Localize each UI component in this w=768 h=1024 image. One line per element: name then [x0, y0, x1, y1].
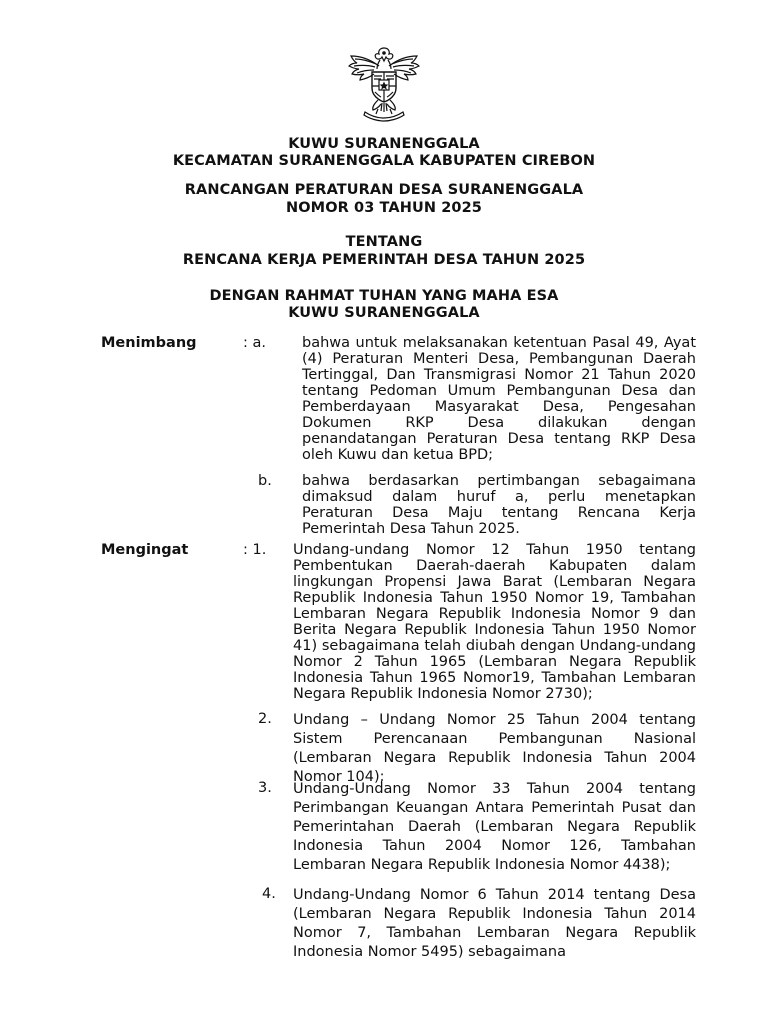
regulation-subject: RENCANA KERJA PEMERINTAH DESA TAHUN 2025: [182, 252, 586, 268]
mengingat-colon: : 1.: [243, 542, 267, 558]
mengingat-label: Mengingat: [101, 542, 189, 558]
mengingat-item-4: Undang-Undang Nomor 6 Tahun 2014 tentang Desa (Lembaran Negara Republik Indonesia Tahun 2014 Nomor 7, Tambahan Lembaran Negara Republik Indonesia Nomor 5495) sebagaimana: [293, 887, 696, 960]
about-heading: TENTANG: [345, 234, 423, 250]
mengingat-marker-3: 3.: [258, 780, 272, 796]
menimbang-item-a: bahwa untuk melaksanakan ketentuan Pasal 49, Ayat (4) Peraturan Menteri Desa, Pembangunan Daerah Tertinggal, Dan Transmigrasi Nomor 21 Tahun 2020 tentang Pedoman Umum Pembangunan Desa dan Pemberdayaan Masyarakat Desa, Pengesahan Dokumen RKP Desa dilakukan dengan penandatangan Peraturan Desa tentang RKP Desa oleh Kuwu dan ketua BPD;: [302, 335, 696, 463]
mengingat-item-3: Undang-Undang Nomor 33 Tahun 2004 tentang Perimbangan Keuangan Antara Pemerintah Pusat dan Pemerintahan Daerah (Lembaran Negara Republik Indonesia Tahun 2004 Nomor 126, Tambahan Lembaran Negara Republik Indonesia Nomor 4438);: [293, 781, 696, 873]
regulation-title: RANCANGAN PERATURAN DESA SURANENGGALA: [184, 182, 584, 198]
mengingat-item-2: Undang – Undang Nomor 25 Tahun 2004 tentang Sistem Perencanaan Pembangunan Nasional (Lembaran Negara Republik Indonesia Tahun 2004 Nomor 104);: [293, 712, 696, 785]
menimbang-colon: : a.: [243, 335, 266, 351]
invocation-heading: DENGAN RAHMAT TUHAN YANG MAHA ESA: [209, 288, 559, 304]
issuer-title: KUWU SURANENGGALA: [288, 136, 480, 152]
mengingat-marker-2: 2.: [258, 711, 272, 727]
menimbang-marker-b: b.: [258, 473, 272, 489]
mengingat-marker-4: 4.: [262, 886, 276, 902]
mengingat-item-1: Undang-undang Nomor 12 Tahun 1950 tentang Pembentukan Daerah-daerah Kabupaten dalam lingkungan Propensi Jawa Barat (Lembaran Negara Republik Indonesia Tahun 1950 Nomor 19, Tambahan Lembaran Negara Republik Indonesia Nomor 9 dan Berita Negara Republik Indonesia Tahun 1950 Nomor 41) sebagaimana telah diubah dengan Undang-undang Nomor 2 Tahun 1965 (Lembaran Negara Republik Indonesia Tahun 1965 Nomor19, Tambahan Lembaran Negara Republik Indonesia Nomor 2730);: [293, 542, 696, 702]
invocation-issuer: KUWU SURANENGGALA: [288, 305, 480, 321]
menimbang-label: Menimbang: [101, 335, 197, 351]
issuer-subtitle: KECAMATAN SURANENGGALA KABUPATEN CIREBON: [172, 153, 596, 169]
regulation-number: NOMOR 03 TAHUN 2025: [286, 200, 482, 216]
garuda-pancasila-emblem-icon: [343, 42, 425, 124]
menimbang-item-b: bahwa berdasarkan pertimbangan sebagaimana dimaksud dalam huruf a, perlu menetapkan Peraturan Desa Maju tentang Rencana Kerja Pemerintah Desa Tahun 2025.: [302, 473, 696, 537]
